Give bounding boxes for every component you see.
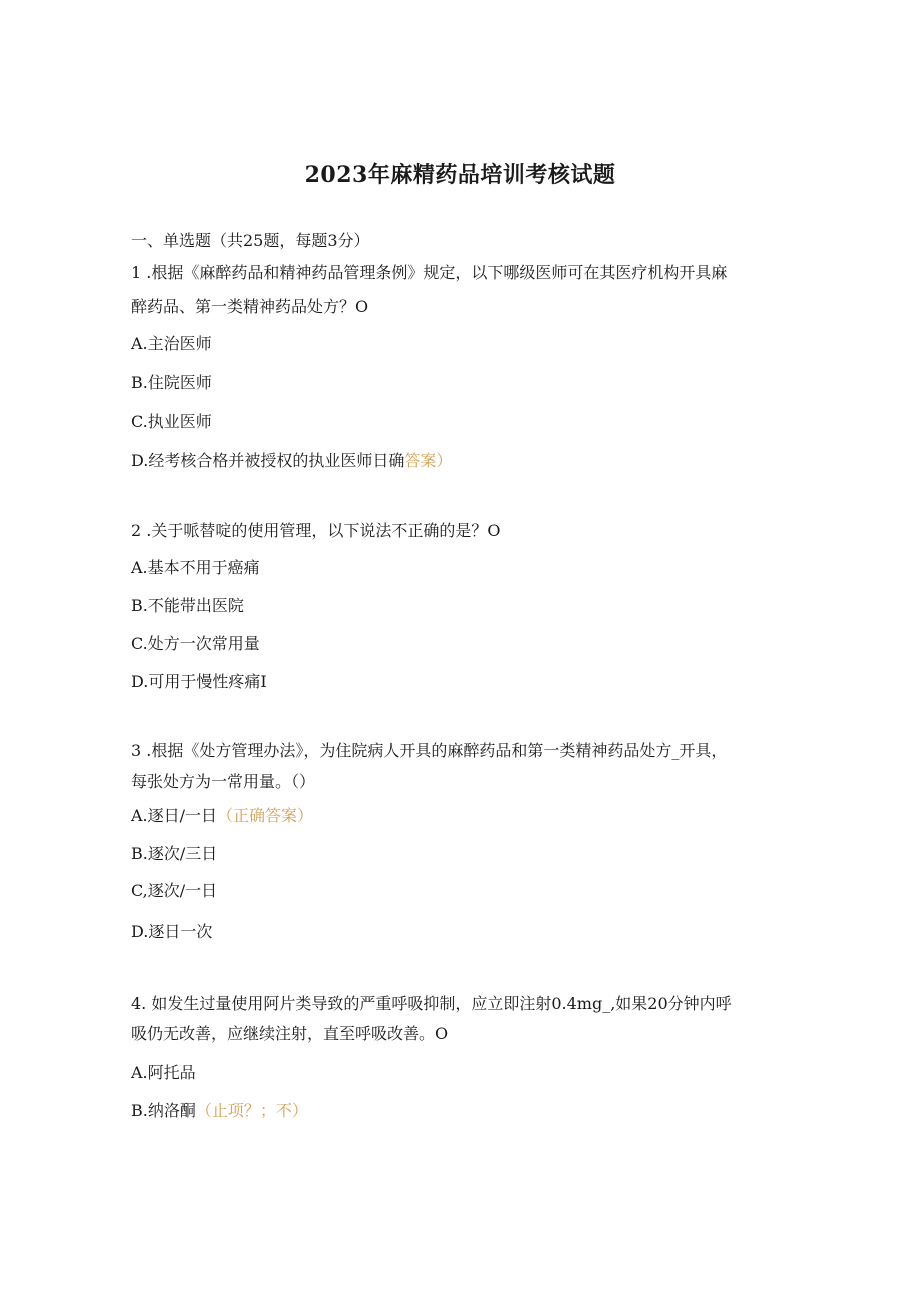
q3-option-c	[131, 880, 217, 902]
q2-option-d	[131, 671, 267, 693]
question-1-line-2: 醉药品、第一类精神药品处方？O	[131, 297, 369, 316]
option-text: A.逐日/一日	[131, 806, 218, 825]
option-text: C,逐次/一日	[131, 881, 218, 900]
option-text: B.纳洛酮	[131, 1101, 196, 1120]
q2-option-a	[131, 557, 260, 579]
option-text: B.不能带出医院	[131, 596, 244, 615]
answer-note: （正确答案）	[217, 806, 314, 825]
option-text: D.逐日一次	[131, 922, 213, 941]
q3-option-b	[131, 843, 217, 865]
q2-option-b	[131, 595, 244, 617]
q1-option-d	[131, 450, 452, 472]
option-text: D.可用于慢性疼痛I	[131, 672, 267, 691]
answer-note: （止项？；不）	[195, 1101, 308, 1120]
option-text: A.主治医师	[131, 334, 212, 353]
q1-option-b	[131, 372, 212, 394]
question-1-line-1: 1 .根据《麻醉药品和精神药品管理条例》规定，以下哪级医师可在其医疗机构开具麻	[131, 263, 728, 282]
question-3-line-2: 每张处方为一常用量。（）	[131, 772, 316, 791]
option-text: D.经考核合格并被授权的执业医师日确	[131, 451, 405, 470]
q1-option-c	[131, 411, 212, 433]
option-text: B.住院医师	[131, 373, 212, 392]
answer-note: 答案）	[404, 451, 453, 470]
page-title: 2023年麻精药品培训考核试题	[304, 162, 616, 188]
q4-option-b	[131, 1100, 308, 1122]
section-heading: 一、单选题（共25题，每题3分）	[131, 231, 370, 250]
question-4-line-1: 4. 如发生过量使用阿片类导致的严重呼吸抑制，应立即注射0.4mg_,如果20分钟内呼	[131, 994, 732, 1013]
option-text: B.逐次/三日	[131, 844, 218, 863]
question-4-line-2: 吸仍无改善，应继续注射，直至呼吸改善。O	[131, 1024, 449, 1043]
option-text: C.执业医师	[131, 412, 212, 431]
q2-option-c	[131, 633, 260, 655]
question-3-line-1: 3 .根据《处方管理办法》，为住院病人开具的麻醉药品和第一类精神药品处方_开具，	[131, 741, 728, 760]
q4-option-a	[131, 1062, 196, 1084]
option-text: A.基本不用于癌痛	[131, 558, 260, 577]
q1-option-a	[131, 333, 212, 355]
option-text: A.阿托品	[131, 1063, 196, 1082]
option-text: C.处方一次常用量	[131, 634, 260, 653]
question-2-line-1: 2 .关于哌替啶的使用管理，以下说法不正确的是？O	[131, 521, 501, 540]
q3-option-d	[131, 921, 212, 943]
q3-option-a	[131, 805, 313, 827]
